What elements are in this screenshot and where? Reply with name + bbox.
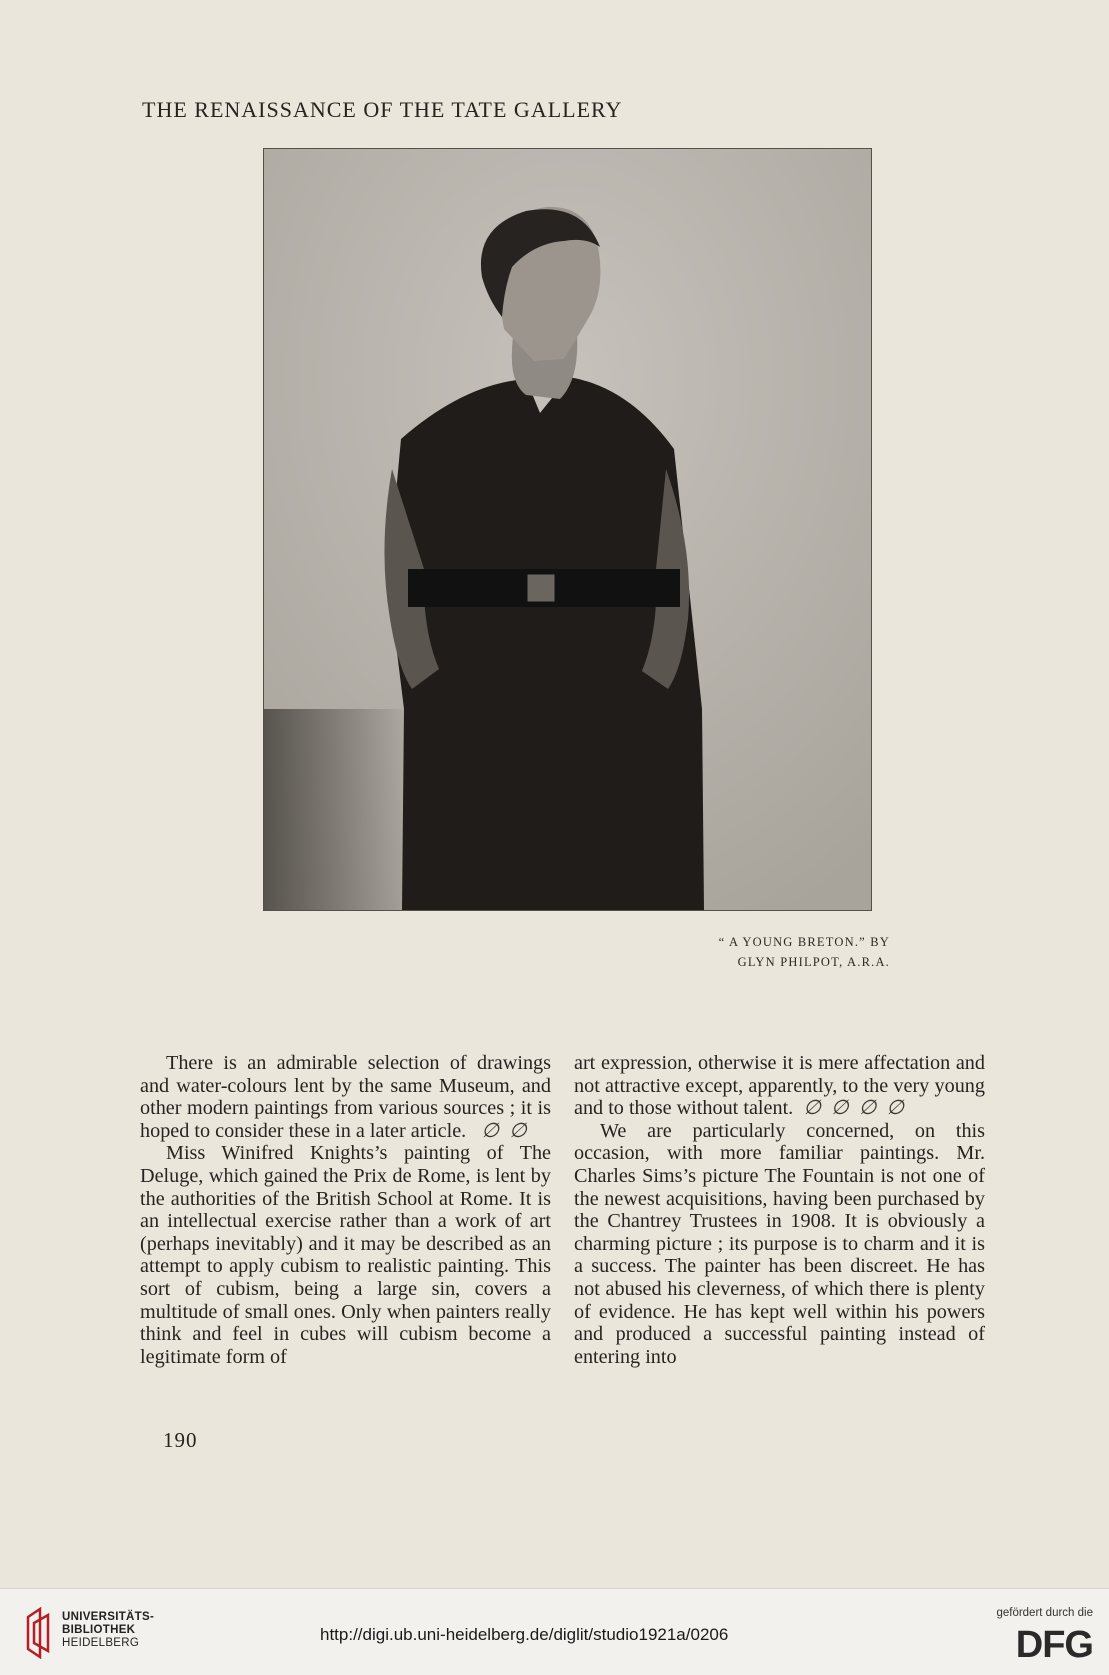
paragraph: Miss Winifred Knights’s painting of The Deluge, which gained the Prix de Rome, is lent by the authorities of the British School at Rome. It is an intellectual exercise rather than a work of art (perhaps inevitably) and it may be described as an attempt to apply cubism to realistic painting. This sort of cubism, being a large sin, covers a multitude of small ones. Only when painters really think and feel in cubes will cubism become a legitimate form of [140, 1142, 551, 1368]
article-column-right [574, 1052, 985, 1368]
ornament-icon: ∅ [858, 1097, 877, 1120]
funder-logo: DFG [1015, 1624, 1093, 1666]
portrait-plate [263, 148, 872, 911]
ornament-icon: ∅ [803, 1097, 821, 1120]
portrait-illustration [264, 149, 871, 910]
caption-line-2: GLYN PHILPOT, A.R.A. [737, 955, 890, 969]
library-name: UNIVERSITÄTS- BIBLIOTHEK HEIDELBERG [62, 1611, 155, 1649]
ornament-icon: ∅ [509, 1119, 527, 1142]
ornament-icon: ∅ [886, 1097, 904, 1120]
paragraph: art expression, otherwise it is mere affectation and not attractive except, apparently, to the very young and to those without talent. ∅ ∅ ∅ ∅ [574, 1052, 985, 1120]
article-column-left [140, 1052, 551, 1368]
library-logo-icon [26, 1607, 54, 1659]
funding-note: gefördert durch die [996, 1607, 1093, 1619]
paragraph: There is an admirable selection of drawings and water-colours lent by the same Museum, and other modern paintings from various sources ; it is hoped to consider these in a later article. ∅ ∅ [140, 1052, 551, 1142]
paragraph: We are particularly concerned, on this occasion, with more familiar paintings. Mr. Charles Sims’s picture The Fountain is not one of the newest acquisitions, having been purchased by the Chantrey Trustees in 1908. It is obviously a charming picture ; its purpose is to charm and it is a success. The painter has been discreet. He has not abused his cleverness, of which there is plenty of evidence. He has kept well within his powers and produced a successful painting instead of entering into [574, 1119, 985, 1368]
page-number: 190 [163, 1428, 198, 1452]
running-title: THE RENAISSANCE OF THE TATE GALLERY [142, 97, 623, 122]
digitization-footer [0, 1588, 1109, 1675]
ornament-icon: ∅ [831, 1097, 849, 1120]
permalink[interactable]: http://digi.ub.uni-heidelberg.de/diglit/studio1921a/0206 [320, 1625, 729, 1644]
plate-caption [600, 932, 890, 972]
ornament-icon: ∅ [481, 1119, 499, 1142]
caption-line-1: “ A YOUNG BRETON.” BY [718, 935, 890, 949]
